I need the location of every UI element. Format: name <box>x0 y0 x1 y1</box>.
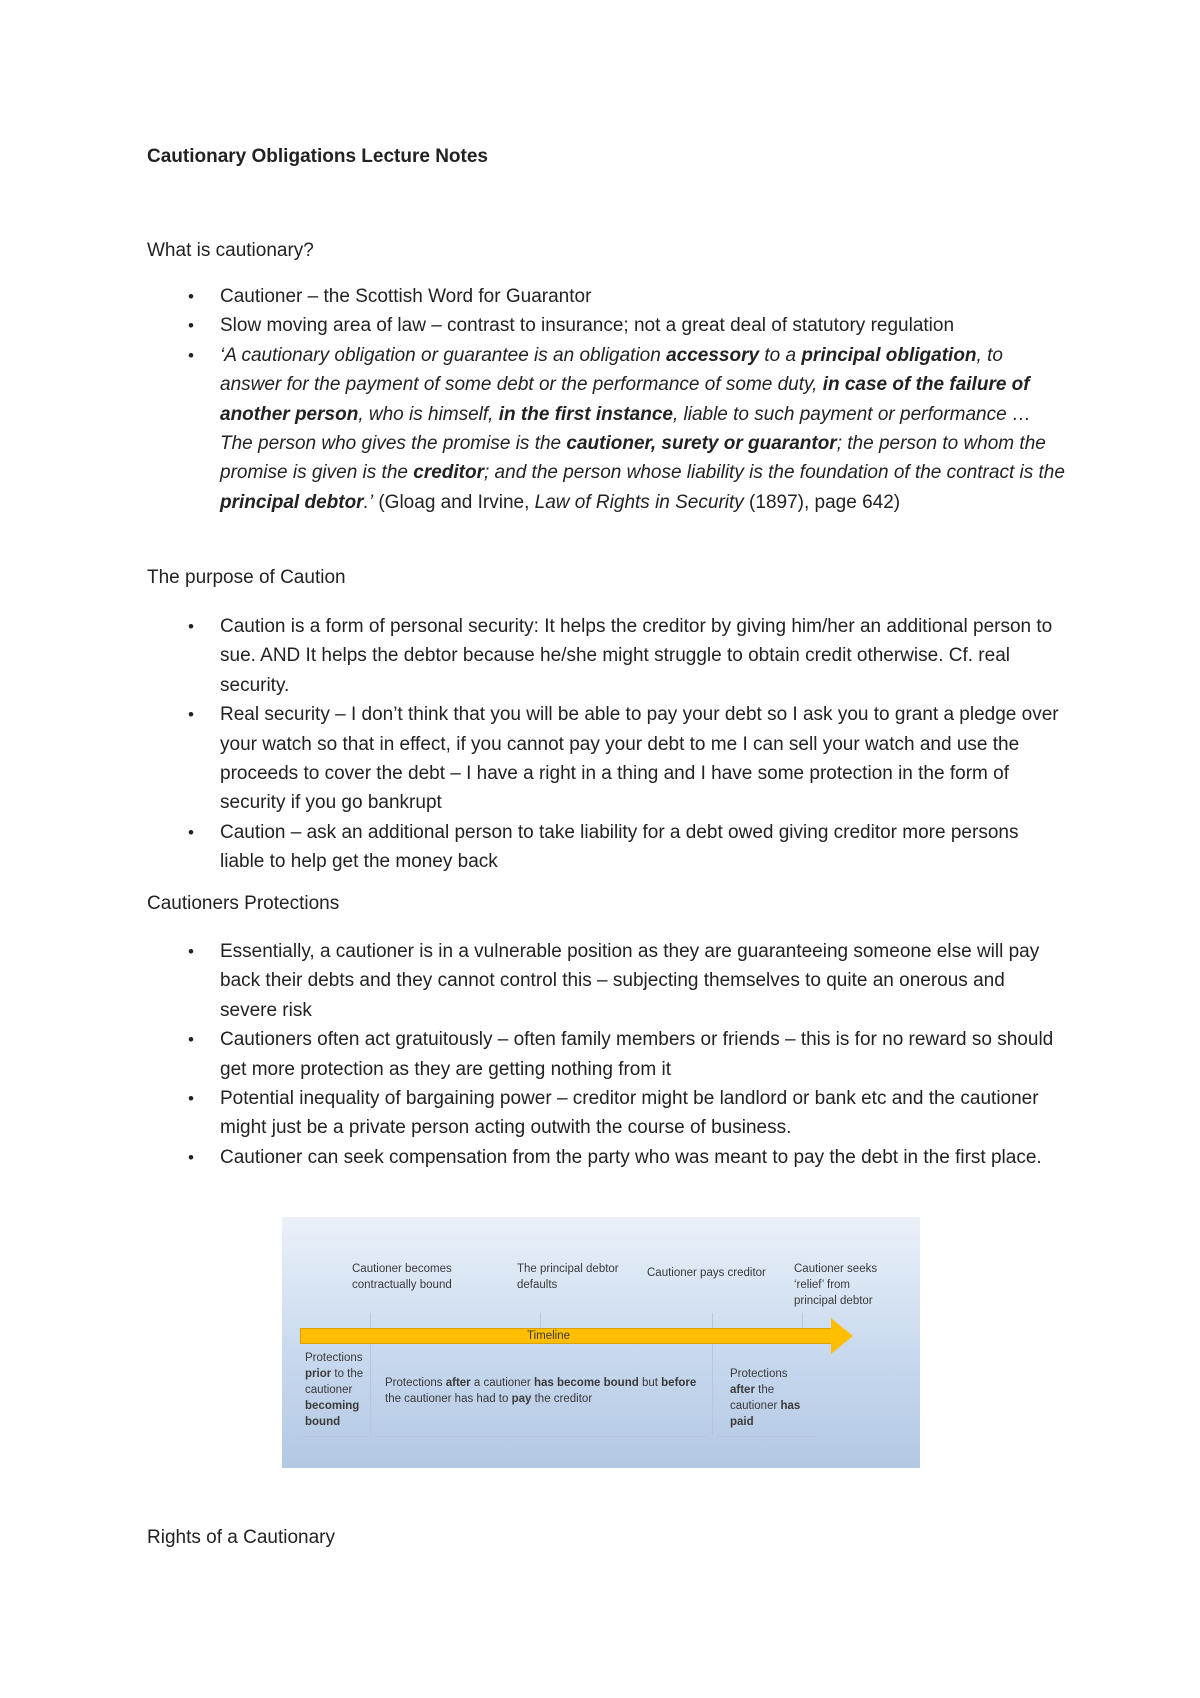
list-item: • Cautioners often act gratuitously – often family members or friends – this is for no reward so should get more protection as they are getting nothing from it <box>147 1025 1067 1084</box>
timeline-divider <box>712 1344 713 1436</box>
list-item: • Essentially, a cautioner is in a vulnerable position as they are guaranteeing someone else will pay back their debts and they cannot control this – subjecting themselves to quite an onerous and severe risk <box>147 937 1067 1025</box>
list-item: • Potential inequality of bargaining power – creditor might be landlord or bank etc and the cautioner might just be a private person acting outwith the course of business. <box>147 1084 1067 1143</box>
timeline-label: Timeline <box>527 1330 571 1342</box>
timeline-tick <box>802 1313 803 1328</box>
bullet-icon: • <box>188 617 194 636</box>
section-heading-rights-of-cautionary: Rights of a Cautionary <box>147 1527 335 1548</box>
list-item: • Slow moving area of law – contrast to insurance; not a great deal of statutory regulation <box>147 311 1067 340</box>
list-item-quote <box>147 341 1067 517</box>
bullet-list-purpose-of-caution <box>147 612 1067 877</box>
brace-after-bound <box>374 1436 708 1447</box>
bullet-icon: • <box>188 1147 194 1167</box>
event-cautioner-bound: Cautioner becomes contractually bound <box>352 1263 452 1291</box>
timeline-arrow-head-icon <box>831 1318 853 1354</box>
event-cautioner-pays: Cautioner pays creditor <box>647 1267 766 1279</box>
protections-after-paid: Protections after the cautioner has paid <box>730 1368 801 1428</box>
protections-prior: Protections prior to the cautioner becoming bound <box>305 1352 364 1428</box>
timeline-tick <box>712 1313 713 1328</box>
bullet-icon: • <box>188 942 194 961</box>
list-item: • Caution – ask an additional person to take liability for a debt owed giving creditor more persons liable to help get the money back <box>147 818 1067 877</box>
bullet-icon: • <box>188 1089 194 1109</box>
list-item: • Real security – I don’t think that you will be able to pay your debt so I ask you to grant a pledge over your watch so that in effect, if you cannot pay your debt to me I can sell your watch and use the proceeds to cover the debt – I have a right in a thing and I have some protection in the form of security if you go bankrupt <box>147 700 1067 818</box>
protections-after-bound-before-pay: Protections after a cautioner has become bound but before the cautioner has had to pay the creditor <box>385 1377 697 1405</box>
list-item: • Caution is a form of personal security: It helps the creditor by giving him/her an additional person to sue. AND It helps the debtor because he/she might struggle to obtain credit otherwise. Cf. real security. <box>147 612 1067 700</box>
event-debtor-defaults: The principal debtor defaults <box>517 1263 619 1291</box>
bullet-icon: • <box>188 345 194 365</box>
section-heading-cautioners-protections: Cautioners Protections <box>147 893 340 914</box>
bullet-icon: • <box>188 705 194 725</box>
bullet-icon: • <box>188 822 194 842</box>
document-title: Cautionary Obligations Lecture Notes <box>147 146 488 167</box>
bullet-icon: • <box>188 316 194 336</box>
list-item: • Cautioner can seek compensation from the party who was meant to pay the debt in the first place. <box>147 1143 1067 1172</box>
section-heading-what-is-cautionary: What is cautionary? <box>147 240 314 261</box>
bullet-icon: • <box>188 1030 194 1050</box>
bullet-list-cautioners-protections <box>147 937 1067 1172</box>
gloag-irvine-quote: ‘A cautionary obligation or guarantee is an obligation accessory to a principal obligation, to answer for the payment of some debt or the performance of some duty, in case of the failure of another person, who is himself, in the first instance, liable to such payment or performance … The person who gives the promise is the cautioner, surety or guarantor; the person to whom the promise is given is the creditor; and the person whose liability is the foundation of the contract is the principal debtor.’ <box>220 344 1065 513</box>
timeline-tick <box>540 1313 541 1328</box>
brace-prior <box>302 1436 368 1447</box>
section-heading-purpose-of-caution: The purpose of Caution <box>147 567 346 588</box>
bullet-icon: • <box>188 287 194 306</box>
list-item: • Cautioner – the Scottish Word for Guarantor <box>147 282 1067 311</box>
citation: (Gloag and Irvine, Law of Rights in Security (1897), page 642) <box>373 491 901 513</box>
bullet-list-what-is-cautionary <box>147 282 1067 517</box>
brace-after-paid <box>716 1436 816 1447</box>
timeline-tick <box>370 1313 371 1328</box>
timeline-diagram <box>282 1217 920 1468</box>
event-cautioner-seeks-relief: Cautioner seeks ‘relief’ from principal debtor <box>794 1263 878 1307</box>
